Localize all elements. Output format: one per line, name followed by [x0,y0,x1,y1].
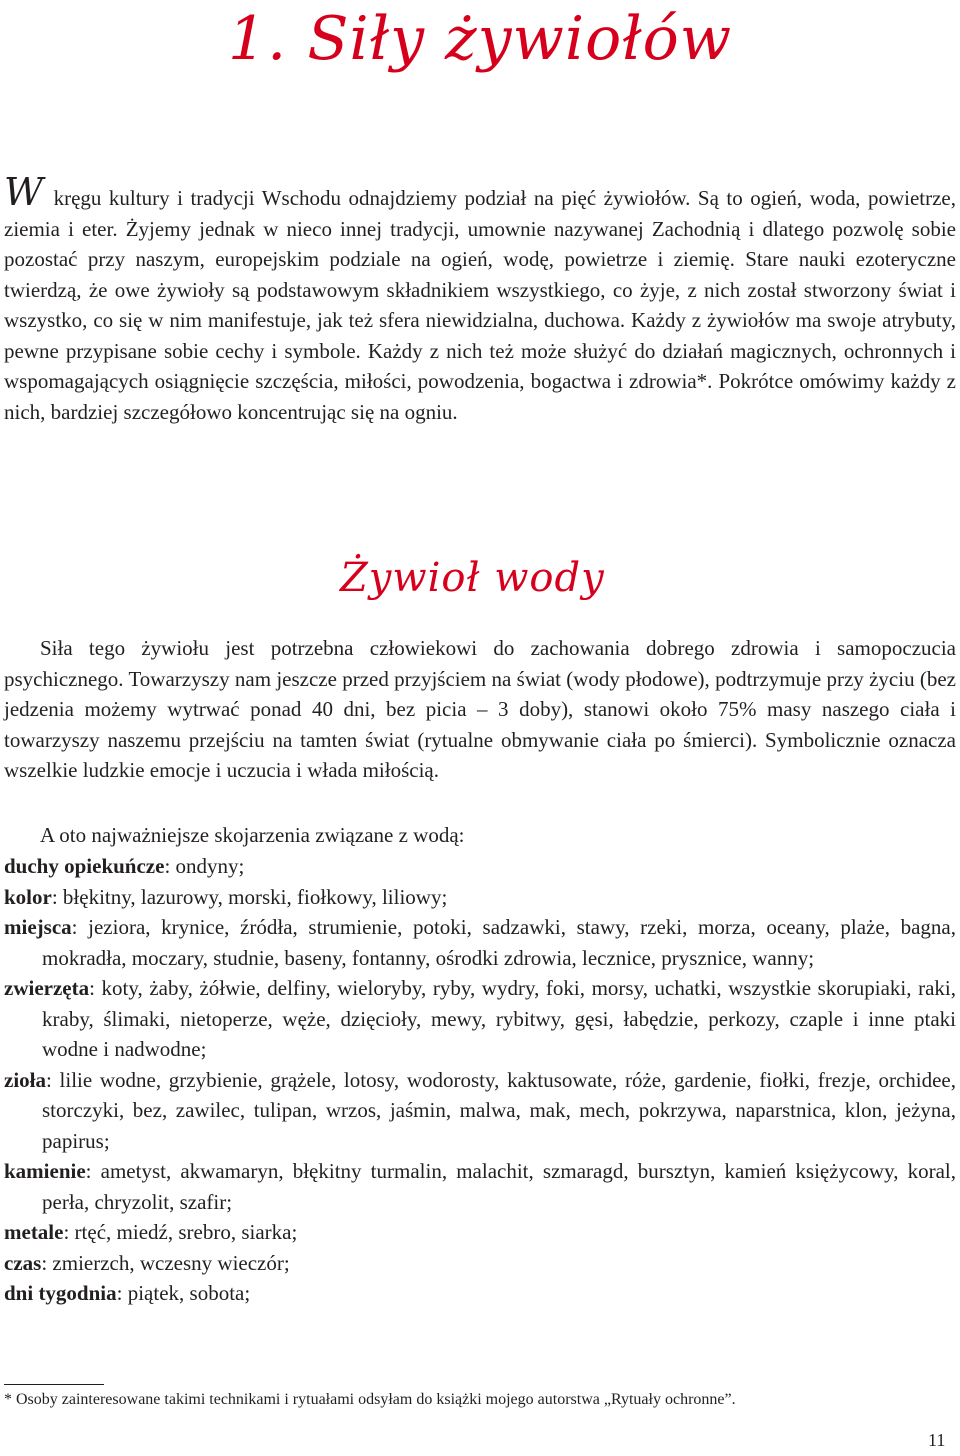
intro-paragraph [4,170,956,427]
association-item-animals [4,973,956,1065]
associations-list [4,851,956,1309]
association-key: miejsca [4,915,72,939]
association-key: czas [4,1250,42,1275]
association-item-metals [4,1217,956,1248]
chapter-title: 1. Siły żywiołów [228,4,733,74]
association-value: : jeziora, krynice, źródła, strumienie, potoki, sadzawki, stawy, rzeki, morza, oceany, plaże, bagna, mokradła, moczary, studnie, baseny, fontanny, ośrodki zdrowia, lecznice, prysznice, wanny; [42,915,956,970]
association-value: : rtęć, miedź, srebro, siarka; [63,1220,298,1244]
association-value: : ondyny; [164,854,245,878]
dropcap-letter: W [4,170,44,214]
association-value: : ametyst, akwamaryn, błękitny turmalin, malachit, szmaragd, bursztyn, kamień księżycowy, koral, perła, chryzolit, szafir; [42,1159,956,1214]
association-value: : błękitny, lazurowy, morski, fiołkowy, liliowy; [51,884,448,909]
association-value: : koty, żaby, żółwie, delfiny, wieloryby, ryby, wydry, foki, morsy, uchatki, wszystkie skorupiaki, raki, kraby, ślimaki, nietoperze, węże, dzięcioły, mewy, rybitwy, gęsi, łabędzie, perkozy, czaple i inne ptaki wodne i nadwodne; [42,976,956,1061]
association-key: dni tygodnia [4,1281,117,1305]
association-key: zioła [4,1067,46,1092]
association-key: duchy opiekuńcze [4,854,165,878]
association-value: : zmierzch, wczesny wieczór; [41,1250,290,1275]
association-key: zwierzęta [4,976,90,1000]
associations-intro: A oto najważniejsze skojarzenia związane z wodą: [40,823,465,847]
association-item-time [4,1248,956,1279]
footnote-divider [4,1384,104,1385]
page-number: 11 [928,1430,946,1450]
association-item-guardian-spirits [4,851,956,882]
association-key: kamienie [4,1159,86,1183]
intro-text: kręgu kultury i tradycji Wschodu odnajdziemy podział na pięć żywiołów. Są to ogień, woda, powietrze, ziemia i eter. Żyjemy jednak w nieco innej tradycji, umownie nazywanej Zachodnią i dlatego pozwolę sobie pozostać przy naszym, europejskim podziale na ogień, wodę, powietrze i ziemię. Stare nauki ezoteryczne twierdzą, że owe żywioły są podstawowym składnikiem wszystkiego, co żyje, z nich został stworzony świat i wszystko, co się w nim manifestuje, jak też sfera niewidzialna, duchowa. Każdy z żywiołów ma swoje atrybuty, pewne przypisane sobie cechy i symbole. Każdy z nich też może służyć do działań magicznych, ochronnych i wspomagających osiągnięcie szczęścia, miłości, powodzenia, bogactwa i zdrowia*. Pokrótce omówimy każdy z nich, bardziej szczegółowo koncentrując się na ogniu. [4,186,956,424]
association-value: : piątek, sobota; [116,1281,251,1305]
association-item-herbs [4,1065,956,1157]
association-key: kolor [4,884,52,909]
association-item-weekdays [4,1278,956,1309]
association-item-color [4,882,956,913]
association-key: metale [4,1220,64,1244]
water-paragraph: Siła tego żywiołu jest potrzebna człowiekowi do zachowania dobrego zdrowia i samopoczucia psychicznego. Towarzyszy nam jeszcze przed przyjściem na świat (wody płodowe), podtrzymuje przy życiu (bez jedzenia możemy wytrwać ponad 40 dni, bez picia – 3 doby), stanowi około 75% masy naszego ciała i towarzyszy naszemu przejściu na tamten świat (rytualne obmywanie ciała po śmierci). Symbolicznie oznacza wszelkie ludzkie emocje i uczucia i włada miłością. [4,636,956,782]
association-item-stones [4,1156,956,1217]
association-item-places [4,912,956,973]
section-title: Żywioł wody [340,555,605,601]
footnote: * Osoby zainteresowane takimi technikami i rytuałami odsyłam do książki mojego autorstwa „Rytuały ochronne”. [4,1391,736,1408]
association-value: : lilie wodne, grzybienie, grążele, lotosy, wodorosty, kaktusowate, róże, gardenie, fiołki, frezje, orchidee, storczyki, bez, zawilec, tulipan, wrzos, jaśmin, malwa, mak, mech, pokrzywa, naparstnica, klon, jeżyna, papirus; [42,1067,956,1153]
